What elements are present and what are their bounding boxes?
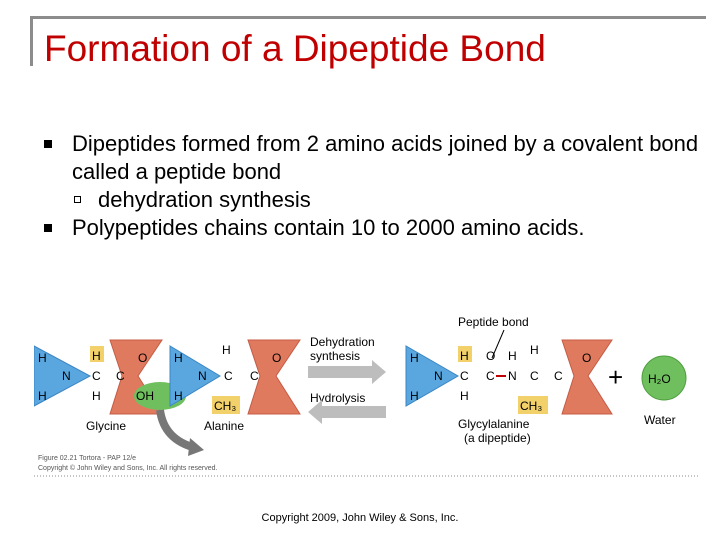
atom-h: H	[410, 351, 419, 365]
atom-h: H	[38, 351, 47, 365]
atom-c: C	[224, 369, 233, 383]
figure-copyright: Copyright © John Wiley and Sons, Inc. All rights reserved.	[38, 465, 218, 472]
bullet-item	[44, 214, 704, 242]
dehydration-label: Dehydration	[310, 335, 375, 349]
glycylalanine-label: Glycylalanine	[458, 417, 530, 431]
atom-h: H	[460, 389, 469, 403]
atom-h: H	[174, 351, 183, 365]
atom-n: N	[434, 369, 443, 383]
hydrolysis-label: Hydrolysis	[310, 391, 366, 405]
atom-h: H	[92, 349, 101, 363]
sub-bullet-checkbox-icon	[74, 196, 81, 203]
atom-h: H	[410, 389, 419, 403]
atom-h: H	[460, 349, 469, 363]
atom-h: H	[222, 343, 231, 357]
atom-h: H	[174, 389, 183, 403]
dipeptide-diagram	[34, 310, 698, 480]
synthesis-label: synthesis	[310, 349, 361, 363]
atom-n: N	[198, 369, 207, 383]
bullet-text: Dipeptides formed from 2 amino acids joined by a covalent bond called a peptide bond	[72, 131, 699, 184]
atom-o: O	[486, 349, 496, 363]
sub-bullet-item	[44, 186, 704, 214]
atom-c: C	[92, 369, 101, 383]
bullet-square-icon	[44, 224, 52, 232]
slide-copyright: Copyright 2009, John Wiley & Sons, Inc.	[261, 512, 459, 524]
atom-h: H	[92, 389, 101, 403]
bullet-square-icon	[44, 140, 52, 148]
bullet-item	[44, 130, 704, 186]
water-formula: H₂O	[648, 372, 671, 386]
atom-c: C	[250, 369, 259, 383]
atom-n: N	[508, 369, 517, 383]
dipeptide-atoms	[410, 343, 591, 413]
atom-c: C	[460, 369, 469, 383]
slide-frame-left	[30, 16, 33, 66]
atom-n: N	[62, 369, 71, 383]
water-removal-arrowhead	[188, 438, 204, 456]
atom-h: H	[508, 349, 517, 363]
bullet-text: Polypeptides chains contain 10 to 2000 amino acids.	[72, 215, 585, 240]
dipeptide-label: (a dipeptide)	[464, 431, 531, 445]
atom-h: H	[530, 343, 539, 357]
figure-caption: Figure 02.21 Tortora - PAP 12/e	[38, 455, 137, 462]
atom-c: C	[530, 369, 539, 383]
atom-o: O	[138, 351, 148, 365]
atom-h: H	[38, 389, 47, 403]
slide-frame-top	[30, 16, 706, 19]
forward-arrow	[308, 360, 386, 384]
atom-c: C	[554, 369, 563, 383]
sub-bullet-text: dehydration synthesis	[98, 187, 311, 212]
glycine-label: Glycine	[86, 419, 127, 433]
atom-c: C	[116, 369, 125, 383]
atom-o: O	[272, 351, 282, 365]
atom-o: O	[582, 351, 592, 365]
alanine-label: Alanine	[204, 419, 245, 433]
dipeptide-figure	[34, 310, 698, 480]
plus-sign: +	[608, 362, 624, 392]
atom-c: C	[486, 369, 495, 383]
slide-title: Formation of a Dipeptide Bond	[44, 28, 546, 69]
bullet-list	[44, 130, 704, 242]
peptide-bond-label: Peptide bond	[458, 315, 529, 329]
atom-ch3: CH₃	[214, 399, 237, 413]
atom-oh: OH	[136, 389, 154, 403]
water-label: Water	[644, 413, 676, 427]
atom-ch3: CH₃	[520, 399, 543, 413]
